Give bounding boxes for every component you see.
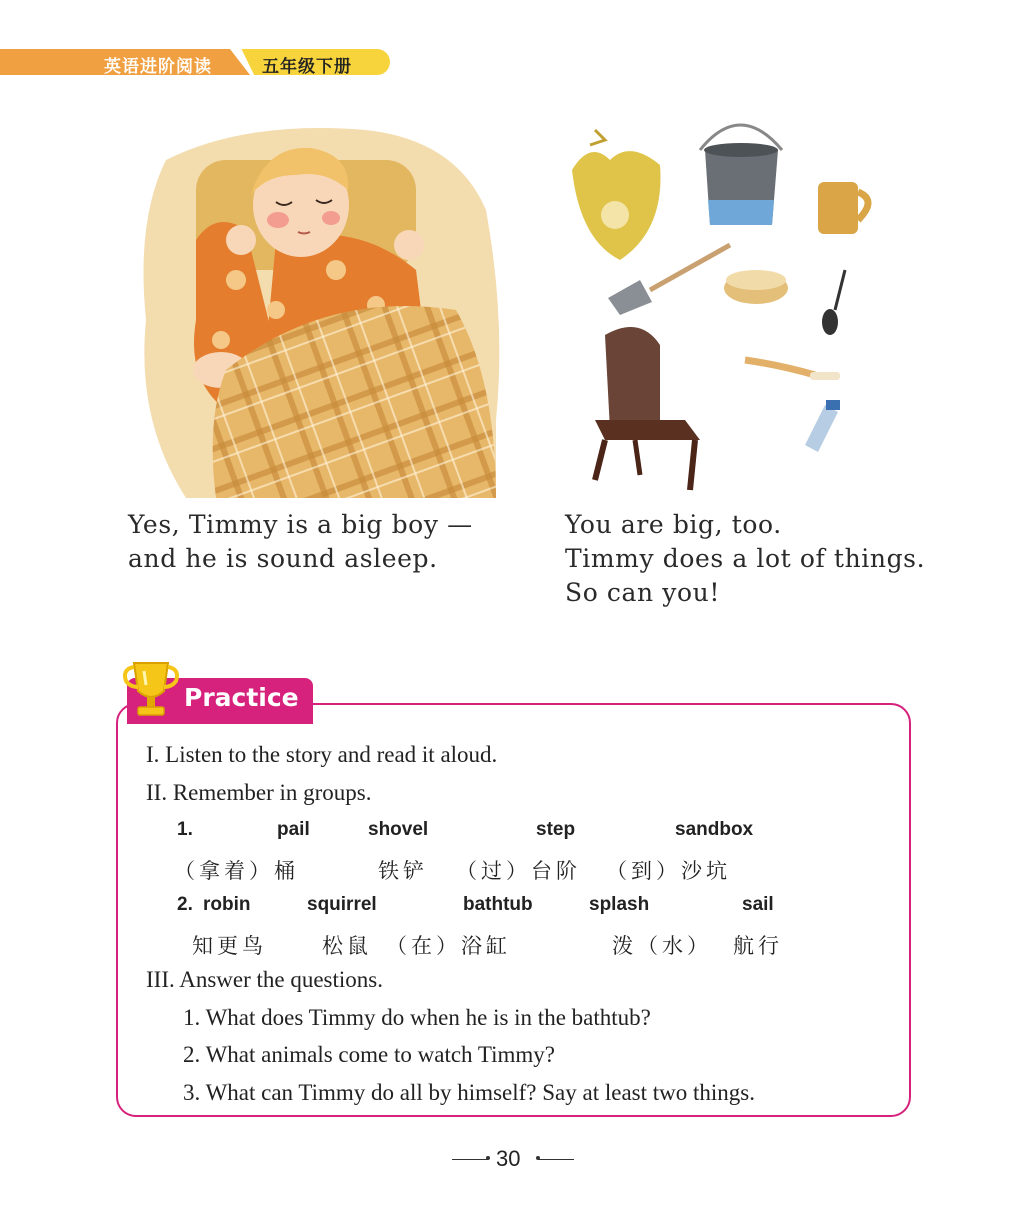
story-line: and he is sound asleep.: [128, 544, 438, 573]
practice-title: Practice: [184, 683, 299, 712]
group-number: 2.: [177, 894, 193, 915]
section-3-heading: III. Answer the questions.: [146, 967, 383, 992]
story-line: Yes, Timmy is a big boy —: [128, 510, 473, 539]
story-text-right: [565, 508, 985, 610]
page-number: 30: [496, 1146, 521, 1171]
vocab-word: robin: [203, 894, 251, 915]
question: 3. What can Timmy do all by himself? Say at least two things.: [183, 1080, 755, 1105]
vocab-translation: 铁铲: [378, 859, 428, 883]
vocab-translation: （到）沙坑: [606, 859, 731, 883]
vocab-translation: 松鼠: [322, 934, 372, 958]
vocab-translation: （在）浴缸: [386, 934, 511, 958]
vocab-word: sail: [742, 894, 774, 915]
vocab-translation: （过）台阶: [456, 859, 581, 883]
vocab-translation: 航行: [733, 934, 783, 958]
story-line: You are big, too.: [565, 510, 782, 539]
section-2-heading: II. Remember in groups.: [146, 780, 372, 805]
vocab-translation: 泼（水）: [612, 934, 712, 958]
vocab-word: squirrel: [307, 894, 377, 915]
book-title: 英语进阶阅读: [104, 57, 212, 77]
footer-dash-left: [452, 1159, 488, 1160]
vocab-word: sandbox: [675, 819, 754, 840]
vocab-translation: 知更鸟: [192, 934, 267, 958]
header-ribbon: [0, 45, 400, 79]
vocab-word: pail: [277, 819, 310, 840]
footer-dash-right: [538, 1159, 574, 1160]
vocab-word: bathtub: [463, 894, 533, 915]
trophy-icon: [120, 655, 182, 725]
book-grade: 五年级下册: [262, 57, 352, 77]
vocab-word: splash: [589, 894, 650, 915]
vocab-word: shovel: [368, 819, 429, 840]
sleeping-boy-illustration: [126, 120, 501, 500]
vocab-translation: （拿着）桶: [174, 859, 299, 883]
vocab-word: step: [536, 819, 576, 840]
story-text-left: [128, 508, 528, 576]
story-line: So can you!: [565, 578, 721, 607]
question: 2. What animals come to watch Timmy?: [183, 1042, 555, 1067]
question: 1. What does Timmy do when he is in the bathtub?: [183, 1005, 651, 1030]
story-line: Timmy does a lot of things.: [565, 544, 926, 573]
group-number: 1.: [177, 819, 193, 840]
section-1-heading: I. Listen to the story and read it aloud.: [146, 742, 498, 767]
objects-illustration: [560, 120, 900, 500]
footer-dot-left: [486, 1156, 490, 1160]
page-number-footer: [452, 1146, 572, 1172]
